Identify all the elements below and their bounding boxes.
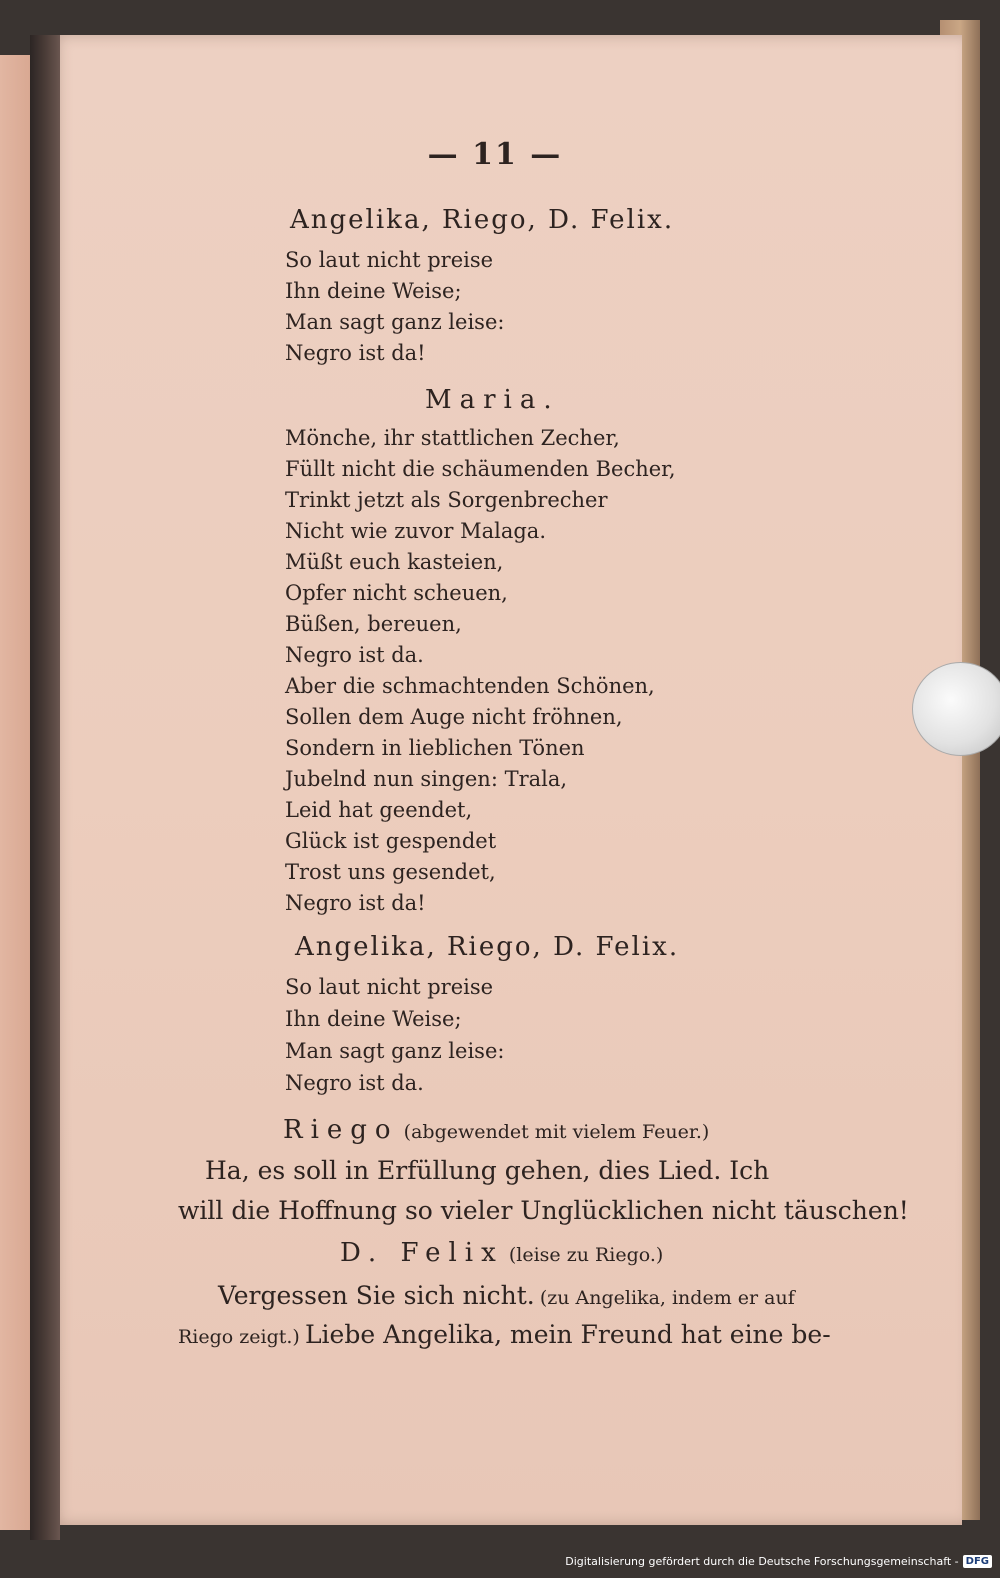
verse-line: Negro ist da! (285, 341, 426, 365)
book-gutter (30, 35, 60, 1540)
speaker-heading: Angelika, Riego, D. Felix. (290, 205, 675, 235)
verse-line: Leid hat geendet, (285, 798, 473, 822)
verse-line: Negro ist da! (285, 891, 426, 915)
verse-line: Sollen dem Auge nicht fröhnen, (285, 705, 623, 729)
speaker-heading: Maria. (425, 385, 560, 415)
stage-direction: Riego zeigt.) (178, 1326, 300, 1348)
dialogue-text: Liebe Angelika, mein Freund hat eine be- (304, 1320, 831, 1349)
speaker-name: Riego (283, 1115, 399, 1145)
verse-line: Trost uns gesendet, (285, 860, 496, 884)
verse-line: Ihn deine Weise; (285, 1007, 462, 1031)
prose-line (178, 1320, 831, 1349)
verse-line: Mönche, ihr stattlichen Zecher, (285, 426, 620, 450)
page-tab-marker[interactable] (912, 662, 1000, 756)
stage-direction: (zu Angelika, indem er auf (539, 1287, 795, 1309)
dialogue-text: Vergessen Sie sich nicht. (218, 1281, 535, 1310)
prose-line: Ha, es soll in Erfüllung gehen, dies Lied. Ich (205, 1156, 770, 1185)
page-number: — 11 — (427, 137, 563, 172)
speaker-line (283, 1115, 709, 1145)
footer-bar (565, 1550, 992, 1572)
verse-line: Opfer nicht scheuen, (285, 581, 508, 605)
dfg-logo-icon: DFG (963, 1555, 992, 1568)
verse-line: Müßt euch kasteien, (285, 550, 504, 574)
verse-line: Trinkt jetzt als Sorgenbrecher (285, 488, 608, 512)
prose-line: will die Hoffnung so vieler Unglücklichen nicht täuschen! (178, 1196, 909, 1225)
verse-line: Man sagt ganz leise: (285, 310, 505, 334)
verse-line: Negro ist da. (285, 1071, 424, 1095)
stage-direction: (leise zu Riego.) (508, 1244, 664, 1266)
speaker-heading: Angelika, Riego, D. Felix. (295, 932, 680, 962)
verse-line: So laut nicht preise (285, 975, 494, 999)
verse-line: Sondern in lieblichen Tönen (285, 736, 585, 760)
verse-line: Büßen, bereuen, (285, 612, 462, 636)
prose-line (218, 1281, 795, 1310)
verse-line: Aber die schmachtenden Schönen, (285, 674, 655, 698)
speaker-name: D. Felix (340, 1238, 504, 1268)
verse-line: Negro ist da. (285, 643, 424, 667)
verse-line: Ihn deine Weise; (285, 279, 462, 303)
footer-text: Digitalisierung gefördert durch die Deutsche Forschungsgemeinschaft - (565, 1554, 959, 1568)
speaker-line (340, 1238, 663, 1268)
verse-line: Nicht wie zuvor Malaga. (285, 519, 546, 543)
verse-line: Glück ist gespendet (285, 829, 497, 853)
verse-line: Man sagt ganz leise: (285, 1039, 505, 1063)
verse-line: So laut nicht preise (285, 248, 494, 272)
verse-line: Jubelnd nun singen: Trala, (285, 767, 568, 791)
stage-direction: (abgewendet mit vielem Feuer.) (403, 1121, 710, 1143)
verse-line: Füllt nicht die schäumenden Becher, (285, 457, 676, 481)
